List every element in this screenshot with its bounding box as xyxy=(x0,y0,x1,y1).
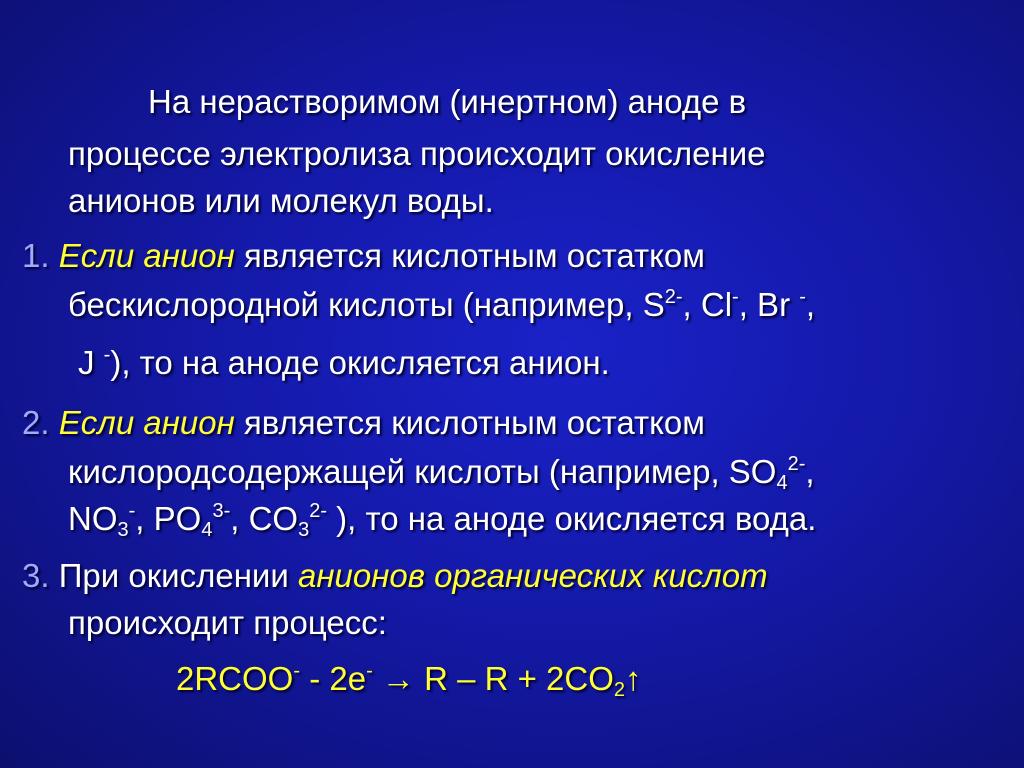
item1-number: 1. xyxy=(22,237,50,274)
item3-number: 3. xyxy=(22,557,50,594)
item3-line-2: происходит процесс: xyxy=(68,604,387,641)
item2-highlight: Если анион xyxy=(58,404,235,441)
item1-highlight: Если анион xyxy=(58,237,235,274)
item1-line-2: бескислородной кислоты (например, $S^{2-}$, Cl-, Br -, xyxy=(68,286,816,323)
item2-number: 2. xyxy=(22,404,50,441)
intro-line-1: На нерастворимом (инертном) аноде в xyxy=(148,83,747,120)
item3-highlight: анионов органических кислот xyxy=(297,557,768,594)
item3-line-1: 3. При окислении анионов органических кислот xyxy=(22,557,768,594)
item2-line-3: $NO_3^-$, $PO_4^{3-}$, $CO_3^{2-}$ ), то на аноде окисляется вода. xyxy=(68,500,817,541)
item1-line-1: 1. Если анион является кислотным остатком xyxy=(22,237,705,274)
item1-line-3: J -), то на аноде окисляется анион. xyxy=(78,344,610,381)
intro-line-2: процессе электролиза происходит окисление xyxy=(68,135,766,172)
item2-line-2: кислородсодержащей кислоты (например, $SO_4^{2-}$, xyxy=(68,453,815,494)
reaction-equation: 2RCOO- - $2e^- \to R - R + 2CO_2↑$ xyxy=(176,660,642,701)
item2-line-1: 2. Если анион является кислотным остатком xyxy=(22,404,705,441)
up-arrow-icon: ↑ xyxy=(625,660,642,697)
intro-line-3: анионов или молекул воды. xyxy=(68,182,494,219)
